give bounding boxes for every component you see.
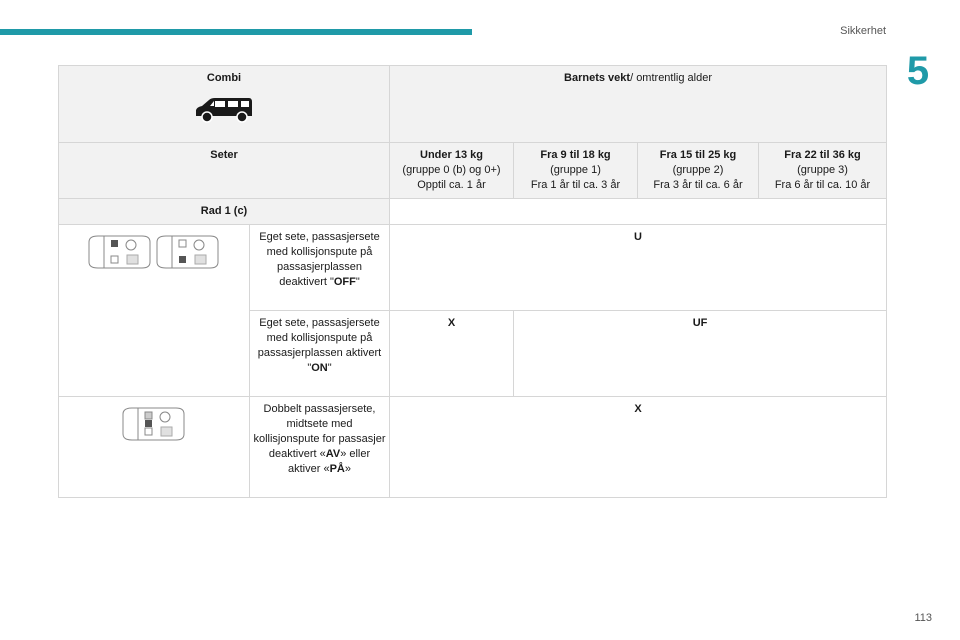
table-row-double-seat <box>59 397 887 498</box>
airbag-off-description <box>250 225 390 311</box>
group-0-cell <box>390 143 514 199</box>
single-seat-diagram-cell <box>59 225 250 397</box>
group-name: (gruppe 1) <box>550 164 601 176</box>
group-name: (gruppe 3) <box>797 164 848 176</box>
child-weight-label: Barnets vekt <box>564 72 631 84</box>
description-text: Dobbelt passasjersete, midtsete med kollisjonspute for passasjer deaktivert « <box>253 403 386 460</box>
group-name: (gruppe 0 (b) og 0+) <box>402 164 501 176</box>
airbag-off-value: U <box>390 225 887 311</box>
group-age: Fra 1 år til ca. 3 år <box>530 179 621 191</box>
table-row-airbag-off <box>59 225 887 311</box>
group-2-cell <box>638 143 759 199</box>
description-text: Eget sete, passasjersete med kollisjonspute på passasjerplassen aktivert " <box>257 317 382 374</box>
row-1-label: Rad 1 (c) <box>59 199 390 225</box>
combi-label: Combi <box>206 72 242 84</box>
group-weight: Fra 15 til 25 kg <box>659 149 737 161</box>
description-text-end: " <box>355 276 360 288</box>
child-seat-table <box>58 65 887 498</box>
combi-van-icon <box>193 96 255 129</box>
pa-status: PÅ <box>329 463 345 475</box>
double-seat-description <box>250 397 390 498</box>
page-number: 113 <box>914 612 932 624</box>
description-text-end: » <box>344 463 351 475</box>
airbag-on-group0-value: X <box>390 311 514 397</box>
group-weight: Fra 9 til 18 kg <box>540 149 611 161</box>
airbag-on-other-value: UF <box>514 311 887 397</box>
child-age-label: / omtrentlig alder <box>630 72 713 84</box>
group-age: Fra 3 år til ca. 6 år <box>653 179 743 191</box>
double-passenger-seat-diagram-icon <box>120 406 188 447</box>
group-weight: Under 13 kg <box>420 149 483 161</box>
description-text: Eget sete, passasjersete med kollisjonspute på passasjerplassen deaktivert " <box>259 231 380 288</box>
group-age: Opptil ca. 1 år <box>417 179 486 191</box>
group-weight: Fra 22 til 36 kg <box>784 149 861 161</box>
av-status: AV <box>325 448 341 460</box>
group-3-cell <box>759 143 887 199</box>
double-seat-value: X <box>390 397 887 498</box>
combi-cell <box>59 66 390 143</box>
off-status: OFF <box>333 276 356 288</box>
single-passenger-seat-diagram-icon <box>86 234 222 275</box>
seats-label: Seter <box>59 143 390 199</box>
double-seat-diagram-cell <box>59 397 250 498</box>
group-1-cell <box>514 143 638 199</box>
table-header-row <box>59 66 887 143</box>
airbag-on-description <box>250 311 390 397</box>
description-text-end: " <box>327 362 332 374</box>
child-weight-header <box>390 66 887 143</box>
on-status: ON <box>311 362 328 374</box>
group-age: Fra 6 år til ca. 10 år <box>774 179 871 191</box>
header-accent-bar <box>0 29 472 35</box>
section-name: Sikkerhet <box>840 25 886 37</box>
group-name: (gruppe 2) <box>672 164 724 176</box>
description-text-mid: » eller aktiver « <box>288 448 371 475</box>
row-1-label-row <box>59 199 887 225</box>
chapter-number: 5 <box>906 49 930 93</box>
table-group-row <box>59 143 887 199</box>
row-1-empty-cell <box>390 199 887 225</box>
